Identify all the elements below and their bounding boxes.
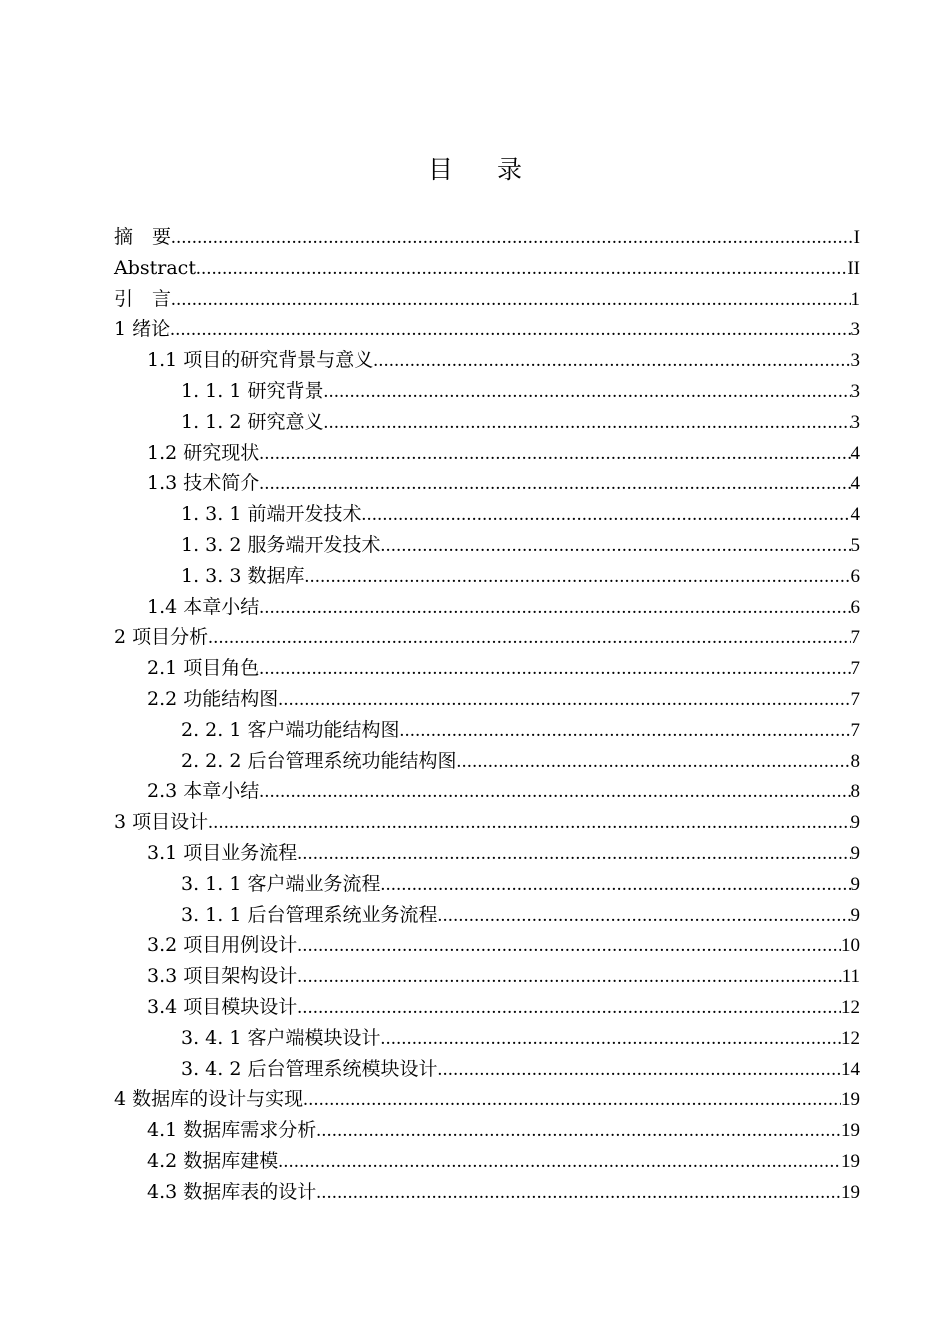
toc-entry-title: 4.2 数据库建模: [147, 1149, 279, 1172]
toc-entry[interactable]: [114, 314, 860, 345]
toc-entry-page-number: 11: [841, 966, 860, 988]
toc-entry[interactable]: [114, 284, 860, 315]
toc-entry-title: 3. 1. 1 客户端业务流程: [181, 872, 381, 895]
toc-entry-page-number: 7: [850, 688, 860, 710]
toc-dot-leader: [259, 654, 850, 685]
toc-entry-page-number: 4: [850, 504, 860, 526]
toc-entry[interactable]: [114, 1084, 860, 1115]
toc-entry-page-number: 7: [850, 658, 860, 680]
toc-entry[interactable]: [114, 253, 860, 284]
toc-entry[interactable]: [114, 961, 860, 992]
toc-entry-title: 1. 3. 3 数据库: [181, 564, 305, 587]
toc-entry-page-number: 9: [850, 904, 860, 926]
toc-entry[interactable]: [114, 869, 860, 900]
toc-entry[interactable]: [114, 345, 860, 376]
toc-entry-title: Abstract: [114, 256, 196, 279]
toc-dot-leader: [278, 1147, 841, 1178]
toc-entry-page-number: 19: [841, 1150, 860, 1172]
toc-entry-page-number: 6: [850, 565, 860, 587]
toc-entry-title: 2.3 本章小结: [147, 780, 260, 803]
toc-entry-title: 1.2 研究现状: [147, 441, 260, 464]
toc-dot-leader: [316, 1178, 841, 1209]
toc-entry-title: 引 言: [114, 287, 172, 310]
toc-entry-title: 1. 1. 2 研究意义: [181, 410, 324, 433]
toc-entry-page-number: 19: [841, 1120, 860, 1142]
toc-dot-leader: [304, 562, 850, 593]
toc-entry-title: 1. 3. 1 前端开发技术: [181, 503, 362, 526]
toc-entry-title: 3. 4. 2 后台管理系统模块设计: [181, 1057, 438, 1080]
toc-dot-leader: [297, 931, 841, 962]
toc-entry-page-number: I: [853, 227, 860, 248]
toc-entry[interactable]: [114, 561, 860, 592]
toc-entry-title: 3.2 项目用例设计: [147, 934, 298, 957]
toc-entry-page-number: 1: [850, 288, 860, 310]
toc-entry[interactable]: [114, 1054, 860, 1085]
toc-dot-leader: [303, 1085, 841, 1116]
toc-entry[interactable]: [114, 499, 860, 530]
toc-entry-page-number: 3: [850, 319, 860, 341]
toc-entry-page-number: 3: [850, 411, 860, 433]
toc-entry-title: 2 项目分析: [114, 626, 209, 649]
toc-dot-leader: [297, 962, 841, 993]
toc-entry-title: 3. 1. 1 后台管理系统业务流程: [181, 903, 438, 926]
toc-entry-page-number: 9: [850, 842, 860, 864]
toc-dot-leader: [361, 500, 850, 531]
toc-entry[interactable]: [114, 407, 860, 438]
toc-entry-title: 4 数据库的设计与实现: [114, 1088, 304, 1111]
toc-dot-leader: [399, 716, 850, 747]
toc-dot-leader: [208, 808, 850, 839]
toc-entry-page-number: 6: [850, 596, 860, 618]
toc-entry[interactable]: [114, 1115, 860, 1146]
toc-entry[interactable]: [114, 1023, 860, 1054]
toc-entry-title: 摘 要: [114, 226, 172, 248]
toc-dot-leader: [259, 439, 850, 470]
toc-list: [114, 222, 860, 1208]
toc-entry-title: 3.1 项目业务流程: [147, 841, 298, 864]
toc-entry[interactable]: [114, 1146, 860, 1177]
toc-entry-title: 1. 3. 2 服务端开发技术: [181, 533, 381, 556]
toc-dot-leader: [297, 839, 850, 870]
toc-entry[interactable]: [114, 653, 860, 684]
toc-dot-leader: [456, 747, 850, 778]
toc-dot-leader: [297, 993, 841, 1024]
toc-entry-page-number: 12: [841, 1027, 860, 1049]
toc-entry-page-number: 19: [841, 1089, 860, 1111]
toc-entry-page-number: 14: [841, 1058, 860, 1080]
toc-entry-title: 1.4 本章小结: [147, 595, 260, 618]
toc-entry-title: 3.4 项目模块设计: [147, 995, 298, 1018]
toc-entry-page-number: 4: [850, 442, 860, 464]
toc-entry[interactable]: [114, 930, 860, 961]
toc-entry-title: 2. 2. 2 后台管理系统功能结构图: [181, 749, 457, 772]
toc-entry-page-number: II: [847, 257, 860, 279]
toc-entry[interactable]: [114, 715, 860, 746]
toc-entry-page-number: 9: [850, 812, 860, 834]
toc-entry[interactable]: [114, 622, 860, 653]
toc-entry-title: 1.3 技术简介: [147, 472, 260, 495]
toc-dot-leader: [170, 315, 850, 346]
toc-dot-leader: [259, 593, 850, 624]
toc-entry-page-number: 8: [850, 750, 860, 772]
toc-dot-leader: [380, 870, 850, 901]
toc-entry[interactable]: [114, 992, 860, 1023]
toc-entry-page-number: 4: [850, 473, 860, 495]
toc-dot-leader: [316, 1116, 841, 1147]
toc-dot-leader: [437, 1055, 841, 1086]
toc-entry-title: 1.1 项目的研究背景与意义: [147, 349, 374, 372]
toc-dot-leader: [373, 346, 850, 377]
toc-dot-leader: [437, 901, 850, 932]
toc-entry[interactable]: [114, 376, 860, 407]
toc-entry-title: 2. 2. 1 客户端功能结构图: [181, 718, 400, 741]
toc-entry[interactable]: [114, 1177, 860, 1208]
toc-entry-title: 1. 1. 1 研究背景: [181, 379, 324, 402]
toc-entry[interactable]: [114, 592, 860, 623]
toc-dot-leader: [323, 377, 850, 408]
toc-dot-leader: [171, 285, 850, 316]
toc-entry-page-number: 7: [850, 627, 860, 649]
toc-dot-leader: [380, 531, 850, 562]
toc-dot-leader: [278, 685, 850, 716]
toc-entry-title: 4.1 数据库需求分析: [147, 1119, 317, 1142]
toc-entry[interactable]: [114, 776, 860, 807]
toc-entry-title: 2.2 功能结构图: [147, 687, 279, 710]
toc-entry[interactable]: [114, 438, 860, 469]
toc-entry-page-number: 5: [850, 534, 860, 556]
toc-dot-leader: [208, 623, 850, 654]
toc-entry-page-number: 12: [841, 996, 860, 1018]
toc-entry-page-number: 3: [850, 350, 860, 372]
toc-entry-page-number: 19: [841, 1181, 860, 1203]
toc-dot-leader: [323, 408, 850, 439]
toc-title: 目 录: [428, 155, 540, 184]
toc-dot-leader: [380, 1024, 841, 1055]
toc-entry-title: 2.1 项目角色: [147, 657, 260, 680]
toc-entry-title: 3. 4. 1 客户端模块设计: [181, 1026, 381, 1049]
toc-entry[interactable]: [114, 838, 860, 869]
toc-entry-title: 4.3 数据库表的设计: [147, 1180, 317, 1203]
toc-entry[interactable]: [114, 746, 860, 777]
toc-entry[interactable]: [114, 807, 860, 838]
toc-entry[interactable]: [114, 900, 860, 931]
toc-entry-page-number: 8: [850, 781, 860, 803]
toc-entry-page-number: 9: [850, 873, 860, 895]
toc-entry[interactable]: [114, 222, 860, 253]
toc-dot-leader: [259, 469, 850, 500]
toc-entry-page-number: 3: [850, 380, 860, 402]
toc-entry[interactable]: [114, 468, 860, 499]
toc-entry[interactable]: [114, 684, 860, 715]
toc-entry[interactable]: [114, 530, 860, 561]
toc-dot-leader: [259, 777, 850, 808]
toc-dot-leader: [171, 223, 854, 254]
toc-entry-title: 1 绪论: [114, 318, 171, 341]
toc-entry-title: 3.3 项目架构设计: [147, 965, 298, 988]
toc-entry-page-number: 7: [850, 719, 860, 741]
toc-entry-title: 3 项目设计: [114, 811, 209, 834]
toc-dot-leader: [196, 254, 847, 285]
toc-entry-page-number: 10: [841, 935, 860, 957]
